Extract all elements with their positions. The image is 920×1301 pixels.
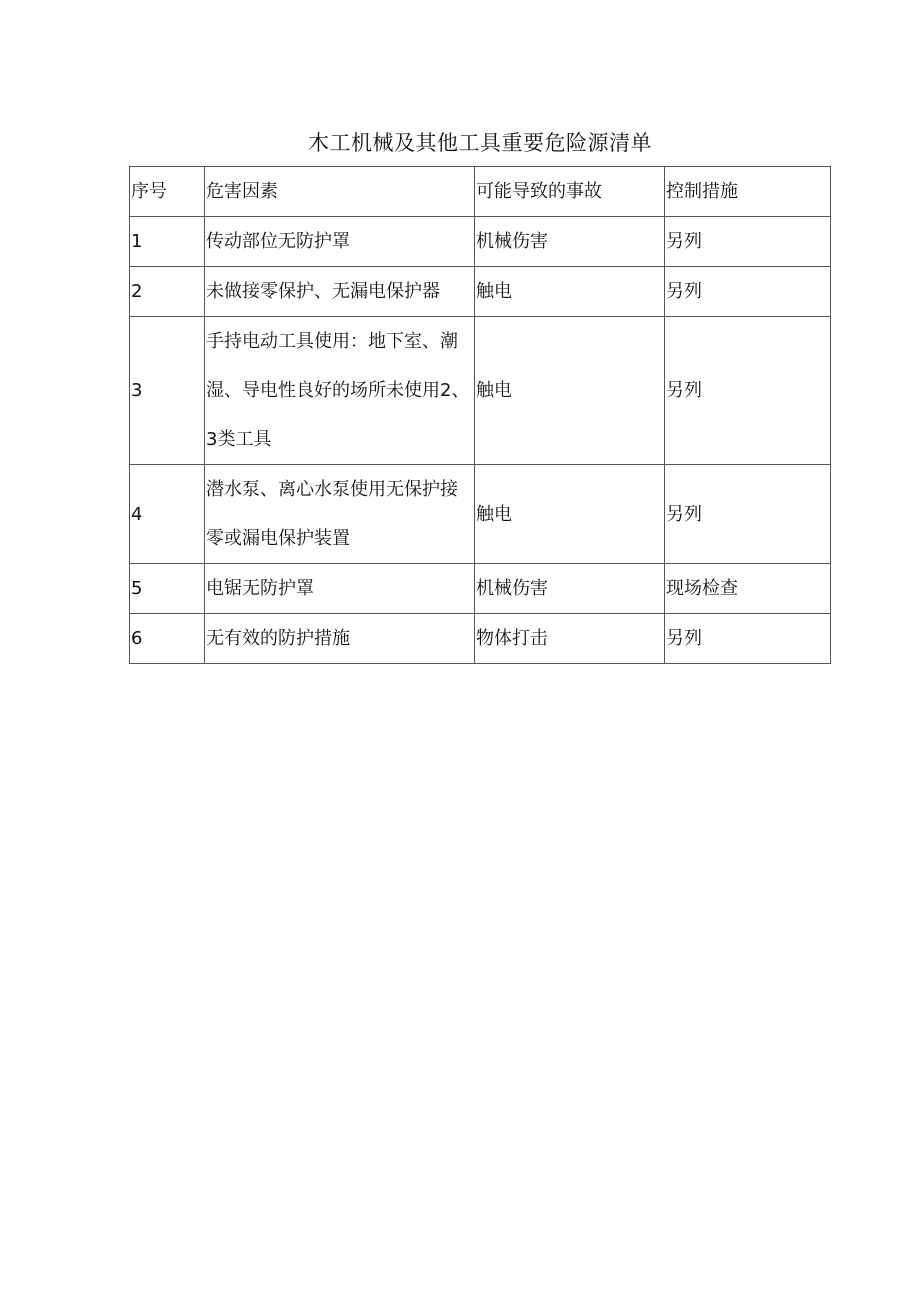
table-row [130,317,831,465]
row-accident: 触电 [475,267,665,317]
row-no: 2 [130,267,205,317]
row-accident: 触电 [475,317,665,465]
table-row [130,267,831,317]
hazard-table [129,166,831,664]
header-no: 序号 [130,167,205,217]
row-hazard: 电锯无防护罩 [205,564,475,614]
row-hazard: 未做接零保护、无漏电保护器 [205,267,475,317]
page-title: 木工机械及其他工具重要危险源清单 [308,131,652,155]
row-hazard: 潜水泵、离心水泵使用无保护接零或漏电保护装置 [205,465,475,564]
row-control: 另列 [665,614,831,664]
table-row [130,217,831,267]
table-header-row [130,167,831,217]
row-hazard: 手持电动工具使用：地下室、潮湿、导电性良好的场所未使用2、3类工具 [205,317,475,465]
table-row [130,564,831,614]
row-no: 4 [130,465,205,564]
row-no: 3 [130,317,205,465]
row-no: 1 [130,217,205,267]
row-control: 另列 [665,317,831,465]
row-control: 另列 [665,267,831,317]
row-no: 6 [130,614,205,664]
header-control: 控制措施 [665,167,831,217]
row-control: 另列 [665,217,831,267]
row-accident: 机械伤害 [475,564,665,614]
table-row [130,614,831,664]
row-control: 另列 [665,465,831,564]
row-hazard: 传动部位无防护罩 [205,217,475,267]
row-control: 现场检查 [665,564,831,614]
header-hazard: 危害因素 [205,167,475,217]
row-no: 5 [130,564,205,614]
row-accident: 机械伤害 [475,217,665,267]
row-accident: 触电 [475,465,665,564]
row-hazard: 无有效的防护措施 [205,614,475,664]
header-accident: 可能导致的事故 [475,167,665,217]
row-accident: 物体打击 [475,614,665,664]
table-row [130,465,831,564]
